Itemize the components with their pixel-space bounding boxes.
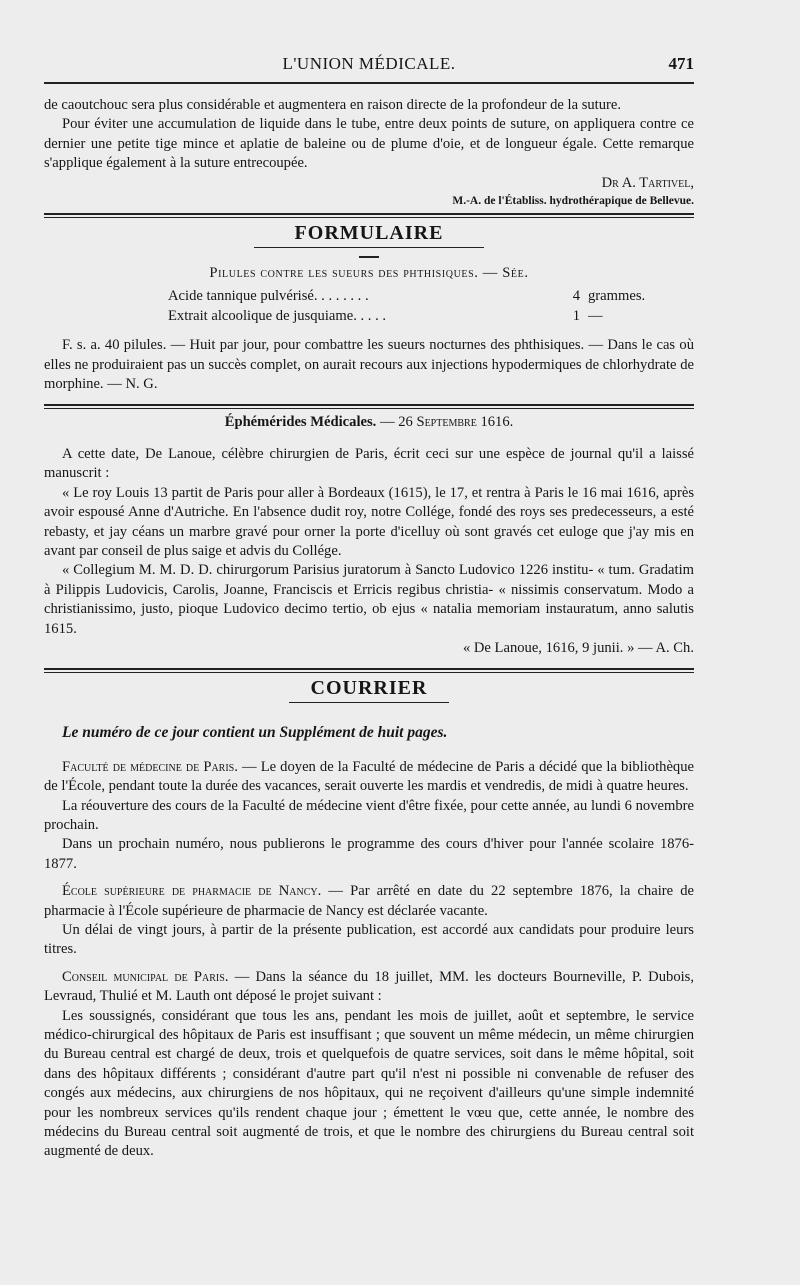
ingredient-name: Acide tannique pulvérisé. . . . . . . . xyxy=(168,288,369,305)
conseil-text: — Dans la séance du 18 juillet, MM. les docteurs Bourneville, P. Dubois, Levraud, Thulié et M. Lauth ont déposé le projet suivant : xyxy=(44,968,694,1005)
intro-paragraph-1: de caoutchouc sera plus considérable et augmentera en raison directe de la profondeur de la suture. xyxy=(44,97,622,113)
courrier-section xyxy=(44,677,694,1162)
intro-signature xyxy=(44,174,694,193)
conseil-paragraph-1 xyxy=(44,968,694,1007)
heading-dash xyxy=(359,256,379,258)
formulaire-subheading: Pilules contre les sueurs des phthisiques. — Sée. xyxy=(209,265,529,282)
section-divider xyxy=(44,213,694,218)
intro-paragraph-2: Pour éviter une accumulation de liquide dans le tube, entre deux points de suture, on appliquera contre ce dernier une petite tige mince et aplatie de baleine ou de plume d'oie, et de longueur égale. Cette remarque s'applique également à la suture entrecoupée. xyxy=(44,116,694,172)
supplement-notice-text: Le numéro de ce jour contient un Supplément de huit pages. xyxy=(62,724,448,742)
signature-name: Dr A. Tartivel, xyxy=(601,174,694,191)
article-column xyxy=(44,96,694,1162)
formulaire-heading: FORMULAIRE xyxy=(294,222,444,245)
ecole-label: École supérieure de pharmacie de Nancy. xyxy=(62,883,322,900)
ingredient-amount: 1 xyxy=(572,307,580,324)
faculte-paragraph-3: Dans un prochain numéro, nous publierons le programme des cours d'hiver pour l'année scolaire 1876-1877. xyxy=(44,836,694,872)
ephemerides-signature: « De Lanoue, 1616, 9 junii. » — A. Ch. xyxy=(462,639,694,656)
faculte-paragraph-2: La réouverture des cours de la Faculté de médecine vient d'être fixée, pour cette année, au lundi 6 novembre prochain. xyxy=(44,797,694,833)
ephemerides-date: — 26 Septembre 1616. xyxy=(379,414,514,431)
supplement-notice xyxy=(44,723,694,743)
formulaire-section xyxy=(44,222,694,394)
heading-underline xyxy=(254,247,484,248)
conseil-label: Conseil municipal de Paris. xyxy=(62,968,229,985)
journal-title: L'UNION MÉDICALE. xyxy=(282,54,456,73)
page-header xyxy=(44,48,694,88)
ephemerides-paragraph-3: « Collegium M. M. D. D. chirurgorum Parisius juratorum à Sancto Ludovico 1226 institu- « tum. Gradatim à Pilippis Ludovicis, Carolis, Joanne, Franciscis et Erricis regibus christia- « nissimis conservatum. Modo a christianissimo, justo, pioque Ludovico decimo tertio, ob ejus « natalia memoriam instauratum, anno salutis 1615. xyxy=(44,562,694,637)
ingredient-name: Extrait alcoolique de jusquiame. . . . . xyxy=(168,307,387,324)
ingredient-unit: — xyxy=(588,307,603,324)
ephemerides-section xyxy=(44,413,694,658)
intro-section xyxy=(44,96,694,209)
faculte-text: — Le doyen de la Faculté de médecine de Paris a décidé que la bibliothèque de l'École, pendant toute la durée des vacances, serait ouverte les mardis et vendredis, de midi à quatre heures. xyxy=(44,758,694,795)
ephemerides-paragraph-1: A cette date, De Lanoue, célèbre chirurgien de Paris, écrit ceci sur une espèce de journal qu'il a laissé manuscrit : xyxy=(44,445,694,482)
conseil-paragraph-2: Les soussignés, considérant que tous les ans, pendant les mois de juillet, août et septembre, le service médico-chirurgical des hôpitaux de Paris est insuffisant ; que souvent un même médecin, un même chirurgien du Bureau central est chargé de deux, trois et quelquefois de quatre services, soit dans le même hôpital, soit dans des hôpitaux différents ; considérant d'autre part qu'il n'est ni possible ni convenable de refuser des congés aux médecins, aux chirurgiens de nos hôpitaux, qui ne reçoivent d'ailleurs qu'une simple indemnité pour les nombreux services qu'ils rendent chaque jour ; émettent le vœu que, cette année, le nombre des médecins du Bureau central soit augmenté de trois, et que le nombre des chirurgiens du Bureau central soit augmenté de deux. xyxy=(44,1007,694,1160)
recipe-row xyxy=(168,307,694,326)
section-divider xyxy=(44,668,694,673)
header-rule xyxy=(44,82,694,84)
ingredient-amount: 4 xyxy=(572,288,580,305)
ecole-paragraph-2: Un délai de vingt jours, à partir de la présente publication, est accordé aux candidats pour produire leurs titres. xyxy=(44,922,694,958)
formulaire-instructions: F. s. a. 40 pilules. — Huit par jour, pour combattre les sueurs nocturnes des phthisiques. — Dans le cas où elles ne produiraient pas un succès complet, on aurait recours aux injections hypodermiques de chlorhydrate de morphine. — N. G. xyxy=(44,337,694,393)
faculte-label: Faculté de médecine de Paris. xyxy=(62,758,238,775)
intro-signature-role: M.-A. de l'Établiss. hydrothérapique de Bellevue. xyxy=(452,195,694,208)
faculte-paragraph-1 xyxy=(44,758,694,797)
page-number: 471 xyxy=(668,54,694,73)
ecole-paragraph-1 xyxy=(44,882,694,921)
ephemerides-paragraph-2: « Le roy Louis 13 partit de Paris pour aller à Bordeaux (1615), le 17, et rentra à Paris le 16 mai 1616, après avoir espousé Anne d'Autriche. En l'absence dudit roy, notre Collége, fondé des roys ses predecesseurs, a esté rebasty, et jay céans un marbre gravé pour orner la porte d'icelluy où sont gravés cet euloge que j'ay mis en avant par conseil de plus saige et advis du Collége. xyxy=(44,484,694,559)
ingredient-unit: grammes. xyxy=(588,288,646,305)
ecole-text: — Par arrêté en date du 22 septembre 1876, la chaire de pharmacie à l'École supérieure de pharmacie de Nancy est déclarée vacante. xyxy=(44,883,694,919)
section-divider xyxy=(44,404,694,409)
ephemerides-title: Éphémérides Médicales. xyxy=(224,414,377,431)
courrier-heading: COURRIER xyxy=(310,677,428,700)
ephemerides-heading xyxy=(44,413,694,432)
recipe-row xyxy=(168,287,694,306)
